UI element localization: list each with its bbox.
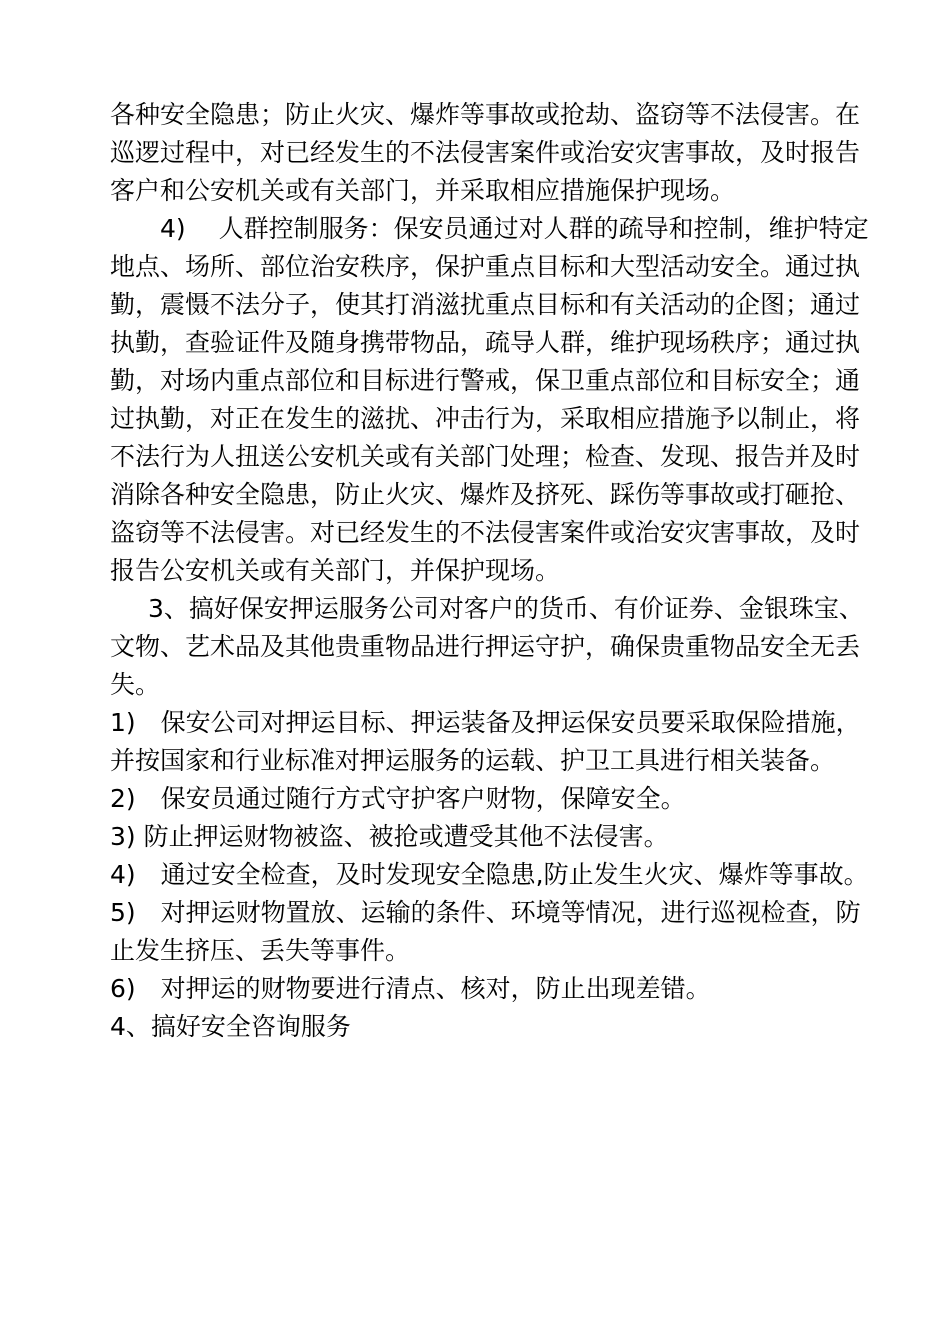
section-heading-consulting: 4、搞好安全咨询服务 [110,1012,351,1041]
list-item-escort-5: 5) 对押运财物置放、运输的条件、环境等情况，进行巡视检查，防止发生挤压、丢失等事件。 [110,898,861,965]
list-item-escort-1: 1) 保安公司对押运目标、押运装备及押运保安员要采取保险措施，并按国家和行业标准对押运服务的运载、护卫工具进行相关装备。 [110,708,861,775]
paragraph-continuation: 各种安全隐患；防止火灾、爆炸等事故或抢劫、盗窃等不法侵害。在巡逻过程中，对已经发生的不法侵害案件或治安灾害事故，及时报告客户和公安机关或有关部门，并采取相应措施保护现场。 [110,100,861,205]
list-item-escort-4: 4) 通过安全检查，及时发现安全隐患,防止发生火灾、爆炸等事故。 [110,860,869,889]
paragraph-escort-service: 3、搞好保安押运服务公司对客户的货币、有价证券、金银珠宝、文物、艺术品及其他贵重物品进行押运守护，确保贵重物品安全无丢失。 [110,594,864,699]
list-item-escort-6: 6) 对押运的财物要进行清点、核对，防止出现差错。 [110,974,711,1003]
document-body [110,96,870,1046]
list-item-escort-3: 3) 防止押运财物被盗、被抢或遭受其他不法侵害。 [110,822,669,851]
paragraph-crowd-control: 4) 人群控制服务：保安员通过对人群的疏导和控制，维护特定地点、场所、部位治安秩序，保护重点目标和大型活动安全。通过执勤，震慑不法分子，使其打消滋扰重点目标和有关活动的企图；通过执勤，查验证件及随身携带物品，疏导人群，维护现场秩序；通过执勤，对场内重点部位和目标进行警戒，保卫重点部位和目标安全；通过执勤，对正在发生的滋扰、冲击行为，采取相应措施予以制止，将不法行为人扭送公安机关或有关部门处理；检查、发现、报告并及时消除各种安全隐患，防止火灾、爆炸及挤死、踩伤等事故或打砸抢、盗窃等不法侵害。对已经发生的不法侵害案件或治安灾害事故，及时报告公安机关或有关部门，并保护现场。 [110,214,869,585]
list-item-escort-2: 2) 保安员通过随行方式守护客户财物，保障安全。 [110,784,686,813]
